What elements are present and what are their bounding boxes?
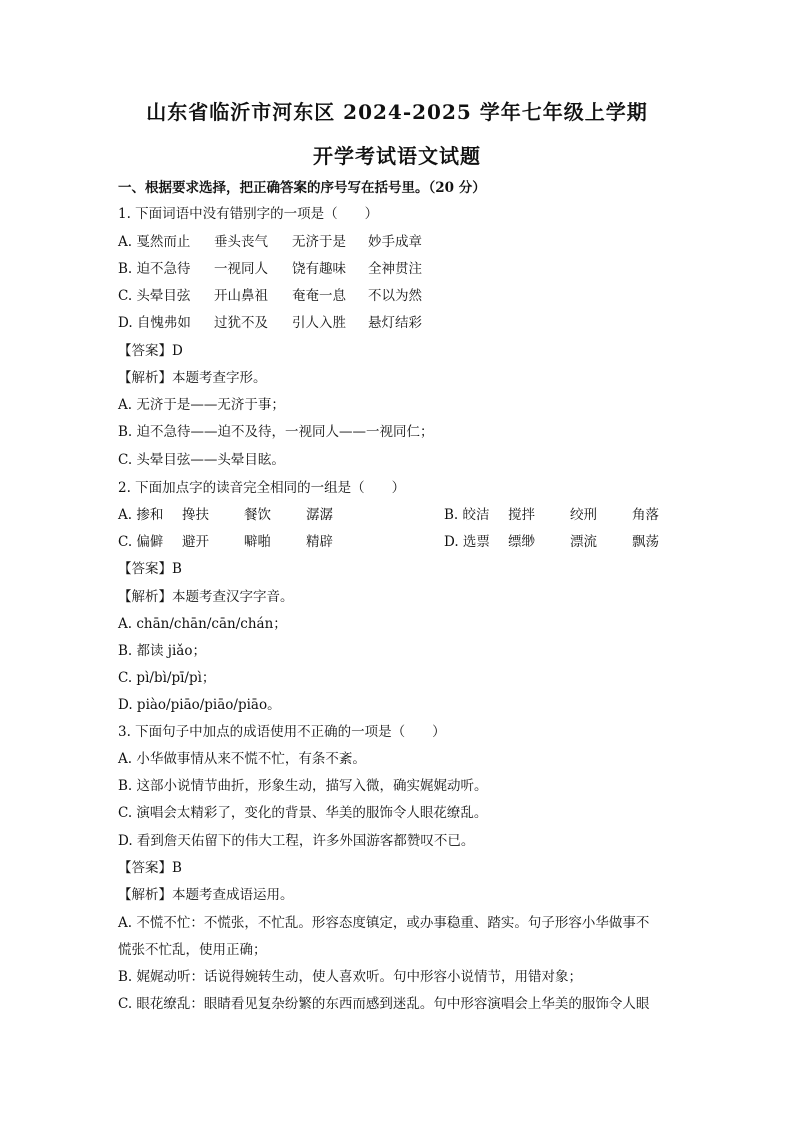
question-3-option-c: C. 演唱会太精彩了，变化的背景、华美的服饰令人眼花缭乱。 (118, 805, 488, 821)
option-word: 精辟 (306, 534, 333, 550)
option-word: 搅拌 (508, 507, 535, 523)
question-3-analysis: 慌张不忙乱，使用正确； (118, 942, 267, 958)
question-3-analysis: B. 娓娓动听：话说得婉转生动，使人喜欢听。句中形容小说情节，用错对象； (118, 969, 583, 985)
option-word: D. 自愧弗如 (118, 315, 191, 331)
question-3-option-b: B. 这部小说情节曲折，形象生动，描写入微，确实娓娓动听。 (118, 778, 488, 794)
option-word: 噼啪 (244, 534, 271, 550)
question-2-option-d (444, 532, 659, 552)
question-1-analysis: A. 无济于是——无济于事； (118, 397, 285, 413)
option-word: 角落 (632, 507, 659, 523)
option-word: 垂头丧气 (214, 234, 268, 250)
option-word: A. 戛然而止 (118, 234, 191, 250)
option-word: 绞刑 (570, 507, 597, 523)
question-2-analysis: A. chān/chān/cān/chán； (118, 616, 287, 632)
question-3-option-d: D. 看到詹天佑留下的伟大工程，许多外国游客都赞叹不已。 (118, 833, 475, 849)
option-word: 无济于是 (292, 234, 346, 250)
option-word: C. 头晕目弦 (118, 288, 191, 304)
question-2-analysis: D. piào/piāo/piāo/piāo。 (118, 697, 281, 713)
question-3-stem: 3. 下面句子中加点的成语使用不正确的一项是（ ） (118, 724, 446, 740)
option-word: 餐饮 (244, 507, 271, 523)
question-1-analysis: C. 头晕目弦——头晕目眩。 (118, 452, 285, 468)
question-1-option-a (118, 232, 422, 252)
question-2-option-b (444, 505, 659, 525)
option-word: 飘荡 (632, 534, 659, 550)
question-2-analysis: B. 都读 jiǎo； (118, 643, 206, 659)
option-word: 奄奄一息 (292, 288, 346, 304)
option-word: D. 选票 (444, 534, 490, 550)
question-1-option-b (118, 259, 422, 279)
question-1-option-c (118, 286, 422, 306)
document-subtitle: 开学考试语文试题 (313, 144, 481, 168)
option-word: 过犹不及 (214, 315, 268, 331)
option-word: 悬灯结彩 (368, 315, 422, 331)
option-word: 搀扶 (182, 507, 209, 523)
question-1-option-d (118, 313, 422, 333)
section-heading: 一、根据要求选择，把正确答案的序号写在括号里。（20 分） (118, 180, 486, 196)
option-word: 避开 (182, 534, 209, 550)
question-1-stem: 1. 下面词语中没有错别字的一项是（ ） (118, 206, 379, 222)
option-word: B. 皎洁 (444, 507, 490, 523)
option-word: 引人入胜 (292, 315, 346, 331)
option-word: 一视同人 (214, 261, 268, 277)
question-1-analysis: 【解析】本题考查字形。 (118, 370, 267, 386)
question-1-analysis: B. 迫不急待——迫不及待，一视同人——一视同仁； (118, 424, 434, 440)
question-2-option-c (118, 532, 333, 552)
option-word: A. 掺和 (118, 507, 164, 523)
question-3-analysis: 【解析】本题考查成语运用。 (118, 887, 294, 903)
option-word: 全神贯注 (368, 261, 422, 277)
option-word: 缥缈 (508, 534, 535, 550)
question-1-answer: 【答案】D (118, 343, 183, 359)
question-2-answer: 【答案】B (118, 561, 182, 577)
option-word: 不以为然 (368, 288, 422, 304)
question-2-option-a (118, 505, 333, 525)
question-3-answer: 【答案】B (118, 860, 182, 876)
question-3-analysis: C. 眼花缭乱：眼睛看见复杂纷繁的东西而感到迷乱。句中形容演唱会上华美的服饰令人眼 (118, 996, 650, 1012)
option-word: 妙手成章 (368, 234, 422, 250)
option-word: B. 迫不急待 (118, 261, 191, 277)
option-word: 漂流 (570, 534, 597, 550)
option-word: 开山鼻祖 (214, 288, 268, 304)
question-2-analysis: 【解析】本题考查汉字字音。 (118, 589, 294, 605)
question-3-analysis: A. 不慌不忙：不慌张，不忙乱。形容态度镇定，或办事稳重、踏实。句子形容小华做事不 (118, 915, 650, 931)
question-3-option-a: A. 小华做事情从来不慌不忙，有条不紊。 (118, 751, 366, 767)
option-word: 饶有趣味 (292, 261, 346, 277)
question-2-stem: 2. 下面加点字的读音完全相同的一组是（ ） (118, 480, 406, 496)
question-2-analysis: C. pì/bì/pī/pì； (118, 670, 216, 686)
option-word: C. 偏僻 (118, 534, 164, 550)
document-title: 山东省临沂市河东区 2024-2025 学年七年级上学期 (146, 100, 648, 124)
option-word: 潺潺 (306, 507, 333, 523)
